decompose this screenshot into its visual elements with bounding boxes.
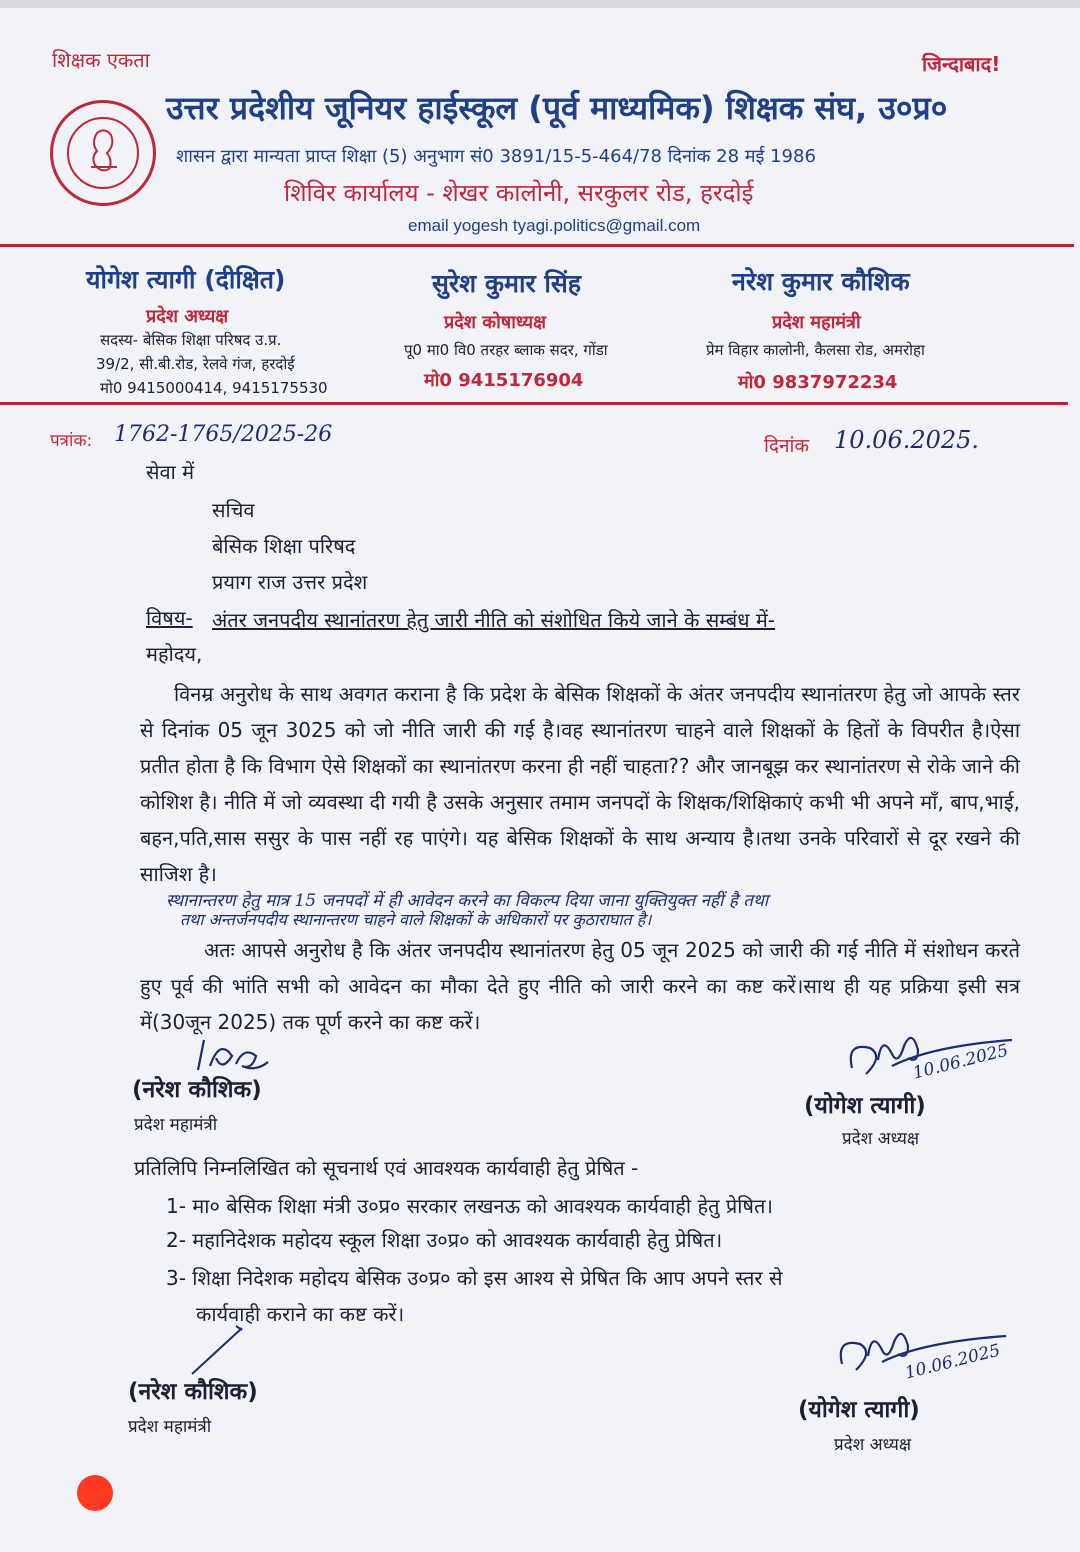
letter-sheet xyxy=(0,8,1080,1552)
red-marker-dot xyxy=(77,1475,113,1511)
email-line: email yogesh tyagi.politics@gmail.com xyxy=(408,216,701,235)
header-divider-top xyxy=(0,244,1074,247)
right-signatory-post-1: प्रदेश अध्यक्ष xyxy=(842,1129,920,1149)
salutation: महोदय, xyxy=(146,642,203,666)
header-divider-bottom xyxy=(0,402,1068,405)
date-label: दिनांक xyxy=(764,435,810,457)
camp-office: शिविर कार्यालय - शेखर कालोनी, सरकुलर रोड, हरदोई xyxy=(284,179,754,207)
officer-2-post: प्रदेश कोषाध्यक्ष xyxy=(444,312,546,333)
officer-2-name: सुरेश कुमार सिंह xyxy=(432,269,582,298)
left-signatory-name-1: (नरेश कौशिक) xyxy=(132,1077,262,1103)
officer-2-address: पू0 मा0 वि0 तरहर ब्लाक सदर, गोंडा xyxy=(404,341,608,359)
signature-naresh-2 xyxy=(184,1320,264,1380)
copy-item-2: 2- महानिदेशक महोदय स्कूल शिक्षा उ०प्र० को आवश्यक कार्यवाही हेतु प्रेषित। xyxy=(166,1228,723,1252)
recognition-line: शासन द्वारा मान्यता प्राप्त शिक्षा (5) अनुभाग सं0 3891/15-5-464/78 दिनांक 28 मई 1986 xyxy=(176,146,816,167)
officer-1-membership: सदस्य- बेसिक शिक्षा परिषद उ.प्र. xyxy=(100,331,282,349)
officer-1-name: योगेश त्यागी (दीक्षित) xyxy=(86,265,286,294)
officer-3-phone: मो0 9837972234 xyxy=(738,372,898,393)
org-name: उत्तर प्रदेशीय जूनियर हाईस्कूल (पूर्व माध्यमिक) शिक्षक संघ, उ०प्र० xyxy=(166,89,948,127)
officer-3-post: प्रदेश महामंत्री xyxy=(772,312,861,333)
copy-item-1: 1- मा० बेसिक शिक्षा मंत्री उ०प्र० सरकार लखनऊ को आवश्यक कार्यवाही हेतु प्रेषित। xyxy=(166,1194,773,1218)
copy-item-3: 3- शिक्षा निदेशक महोदय बेसिक उ०प्र० को इस आश्य से प्रेषित कि आप अपने स्तर से xyxy=(166,1266,783,1290)
body-paragraph-2: अतः आपसे अनुरोध है कि अंतर जनपदीय स्थानांतरण हेतु 05 जून 2025 को जारी की गई नीति में संशोधन करते हुए पूर्व की भांति सभी को आवेदन का मौका देते हुए नीति को जारी करने का कष्ट करें।साथ ही यह प्रक्रिया इसी सत्र में(30जून 2025) तक पूर्ण करने का कष्ट करें। xyxy=(140,938,1020,1034)
addressee-line-2: बेसिक शिक्षा परिषद xyxy=(212,534,356,558)
left-signatory-post-2: प्रदेश महामंत्री xyxy=(128,1417,212,1437)
officer-1-phone: मो0 9415000414, 9415175530 xyxy=(100,379,328,397)
addressee-line-3: प्रयाग राज उत्तर प्रदेश xyxy=(212,570,368,594)
seva-mein: सेवा में xyxy=(146,460,195,484)
ref-number: 1762-1765/2025-26 xyxy=(114,422,333,447)
left-signatory-name-2: (नरेश कौशिक) xyxy=(128,1379,258,1405)
union-seal-logo xyxy=(50,100,156,206)
copy-item-3-cont: कार्यवाही कराने का कष्ट करें। xyxy=(196,1302,405,1326)
officer-3-address: प्रेम विहार कालोनी, कैलसा रोड, अमरोहा xyxy=(706,341,925,359)
handwritten-insert-1: स्थानान्तरण हेतु मात्र 15 जनपदों में ही आवेदन करने का विकल्प दिया जाना युक्तियुक्त नहीं है तथा xyxy=(166,891,769,911)
officer-1-address: 39/2, सी.बी.रोड, रेलवे गंज, हरदोई xyxy=(96,355,295,373)
handwritten-insert-2: तथा अन्तर्जनपदीय स्थानान्तरण चाहने वाले शिक्षकों के अधिकारों पर कुठाराघात है। xyxy=(180,910,652,929)
handwritten-date-1: 10.06.2025 xyxy=(911,1040,1011,1084)
addressee-line-1: सचिव xyxy=(212,498,255,522)
right-signatory-post-2: प्रदेश अध्यक्ष xyxy=(834,1435,912,1455)
date-value: 10.06.2025. xyxy=(834,426,980,454)
officer-1-post: प्रदेश अध्यक्ष xyxy=(146,306,229,327)
right-signatory-name-2: (योगेश त्यागी) xyxy=(798,1397,920,1423)
handwritten-date-2: 10.06.2025 xyxy=(903,1340,1003,1384)
right-signatory-name-1: (योगेश त्यागी) xyxy=(804,1093,926,1119)
left-signatory-post-1: प्रदेश महामंत्री xyxy=(134,1115,218,1135)
body-paragraph-1: विनम्र अनुरोध के साथ अवगत कराना है कि प्रदेश के बेसिक शिक्षकों के अंतर जनपदीय स्थानांतरण हेतु जो आपके स्तर से दिनांक 05 जून 3025 को जो नीति जारी की गई है।वह स्थानांतरण चाहने वाले शिक्षकों के हितों के विपरीत है।ऐसा प्रतीत होता है कि विभाग ऐसे शिक्षकों का स्थानांतरण करना ही नहीं चाहता?? और जानबूझ कर स्थानांतरण से रोके जाने की कोशिश है। नीति में जो व्यवस्था दी गयी है उसके अनुसार तमाम जनपदों के शिक्षक/शिक्षिकाएं कभी भी अपने माँ, बाप,भाई, बहन,पति,सास ससुर के पास नहीं रह पाएंगे। यह बेसिक शिक्षकों के साथ अन्याय है।तथा उनके परिवारों से दूर रखने की साजिश है। xyxy=(140,682,1020,886)
slogan-left: शिक्षक एकता xyxy=(52,48,150,72)
subject-text: अंतर जनपदीय स्थानांतरण हेतु जारी नीति को संशोधित किये जाने के सम्बंध में- xyxy=(212,608,776,632)
copy-intro: प्रतिलिपि निम्नलिखित को सूचनार्थ एवं आवश्यक कार्यवाही हेतु प्रेषित - xyxy=(134,1156,639,1180)
officer-3-name: नरेश कुमार कौशिक xyxy=(732,267,910,296)
slogan-right: जिन्दाबाद! xyxy=(922,52,1001,76)
ref-label: पत्रांक: xyxy=(50,431,93,451)
officer-2-phone: मो0 9415176904 xyxy=(424,370,584,391)
subject-label: विषय- xyxy=(146,606,193,630)
